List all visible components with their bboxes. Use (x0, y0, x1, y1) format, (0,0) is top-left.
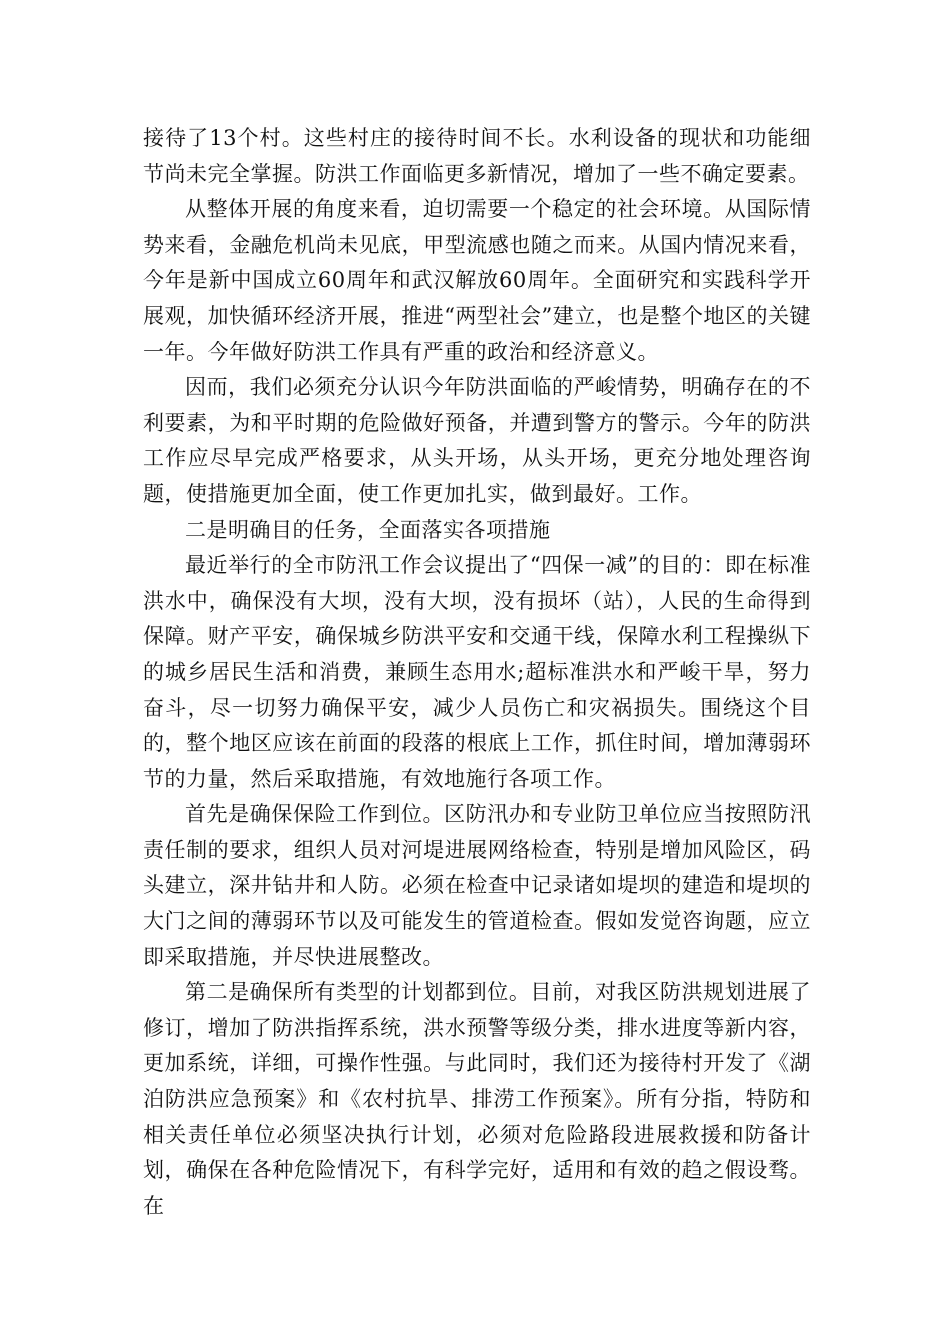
document-body (143, 121, 811, 1224)
paragraph-1: 接待了13个村。这些村庄的接待时间不长。水利设备的现状和功能细节尚未完全掌握。防洪工作面临更多新情况，增加了一些不确定要素。 (143, 126, 811, 186)
paragraph-3: 因而，我们必须充分认识今年防洪面临的严峻情势，明确存在的不利要素，为和平时期的危险做好预备，并遭到警方的警示。今年的防洪工作应尽早完成严格要求，从头开场，从头开场，更充分地处理咨询题，使措施更加全面，使工作更加扎实，做到最好。工作。 (143, 375, 811, 506)
paragraph-6: 首先是确保保险工作到位。区防汛办和专业防卫单位应当按照防汛责任制的要求，组织人员对河堤进展网络检查，特别是增加风险区，码头建立，深井钻井和人防。必须在检查中记录诸如堤坝的建造和堤坝的大门之间的薄弱环节以及可能发生的管道检查。假如发觉咨询题，应立即采取措施，并尽快进展整改。 (143, 802, 811, 969)
paragraph-2: 从整体开展的角度来看，迫切需要一个稳定的社会环境。从国际情势来看，金融危机尚未见底，甲型流感也随之而来。从国内情况来看，今年是新中国成立60周年和武汉解放60周年。全面研究和实践科学开展观，加快循环经济开展，推进“两型社会”建立，也是整个地区的关键一年。今年做好防洪工作具有严重的政治和经济意义。 (143, 197, 811, 364)
section-heading: 二是明确目的任务，全面落实各项措施 (185, 517, 551, 542)
paragraph-5: 最近举行的全市防汛工作会议提出了“四保一减”的目的：即在标准洪水中，确保没有大坝，没有大坝，没有损坏（站），人民的生命得到保障。财产平安，确保城乡防洪平安和交通干线，保障水利工程操纵下的城乡居民生活和消费，兼顾生态用水;超标准洪水和严峻干旱，努力奋斗，尽一切努力确保平安，减少人员伤亡和灾祸损失。围绕这个目的，整个地区应该在前面的段落的根底上工作，抓住时间，增加薄弱环节的力量，然后采取措施，有效地施行各项工作。 (143, 553, 811, 791)
paragraph-7: 第二是确保所有类型的计划都到位。目前，对我区防洪规划进展了修订，增加了防洪指挥系统，洪水预警等级分类，排水进度等新内容，更加系统，详细，可操作性强。与此同时，我们还为接待村开发了《湖泊防洪应急预案》和《农村抗旱、排涝工作预案》。所有分指，特防和相关责任单位必须坚决执行计划，必须对危险路段进展救援和防备计划，确保在各种危险情况下，有科学完好，适用和有效的趋之假设骛。在 (143, 980, 811, 1218)
